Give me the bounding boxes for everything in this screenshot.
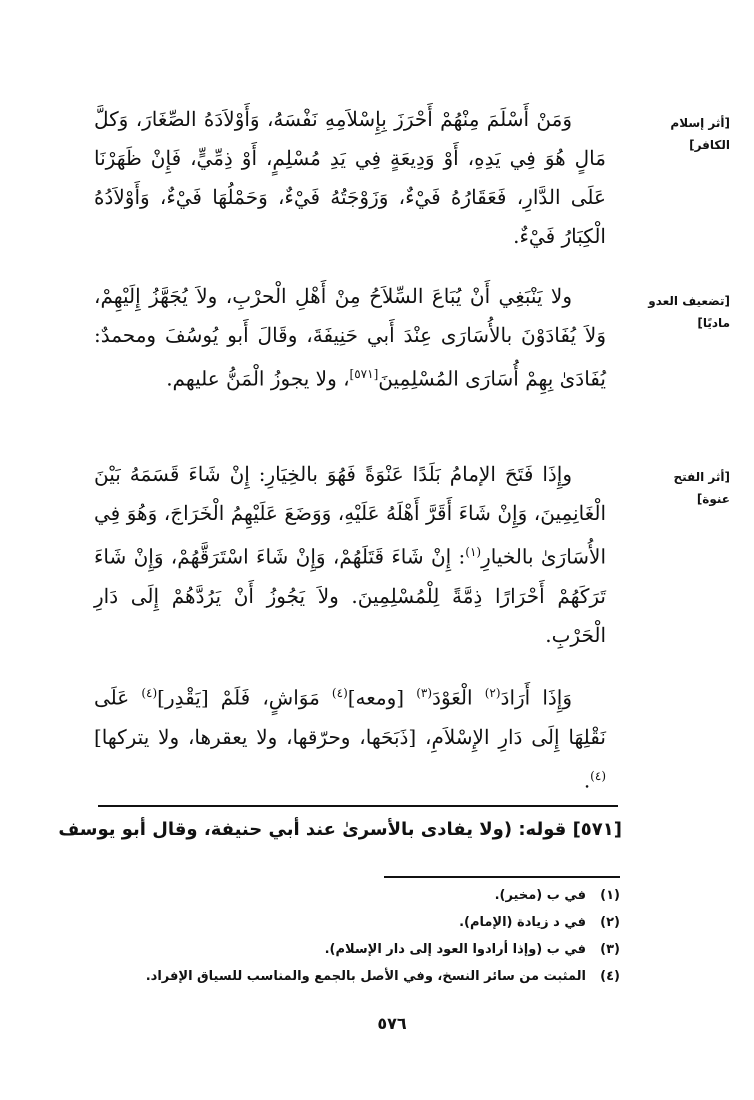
footnote-reference[interactable]: (٤) [331, 686, 348, 700]
footnote-divider [384, 876, 620, 878]
paragraph-text: : إِنْ شَاءَ قَتَلَهُمْ، وَإِنْ شَاءَ اسْتَرَقَّهُمْ، وَإِنْ شَاءَ تَرَكَهُمْ أَحْرَارًا ذِمَّةً لِلْمُسْلِمِينَ. ولاَ يَجُوزُ أَنْ يَرُدَّهُمْ إِلَى دَارِ الْحَرْبِ. [94, 544, 606, 647]
footnote-number: (٣) [600, 942, 620, 957]
commentary-divider [98, 805, 618, 807]
paragraph-text: عَلَى نَقْلِهَا إِلَى دَارِ الإِسْلاَمِ، [ذَبَحَها، وحرّقها، ولا يعقرها، ولا يتركها] [94, 685, 606, 749]
margin-note-line: [أثر إسلام [670, 116, 730, 130]
paragraph-livestock [94, 674, 606, 800]
footnote-item [100, 882, 620, 909]
paragraph-text: [ومعه] [347, 685, 417, 710]
commentary-reference[interactable]: [٥٧١] [349, 367, 379, 381]
footnote-item [100, 936, 620, 963]
margin-note-conquest [604, 466, 730, 510]
paragraph-text: . [583, 768, 591, 793]
footnote-text: في ب (مخير). [494, 888, 586, 903]
footnote-reference[interactable]: (٢) [484, 686, 501, 700]
footnote-text: في د زيادة (الإمام). [459, 915, 586, 930]
page-number: ٥٧٦ [377, 1014, 407, 1033]
footnote-item [100, 909, 620, 936]
footnote-number: (١) [600, 888, 620, 903]
paragraph-weapons [94, 277, 606, 399]
footnote-item [100, 963, 620, 990]
footnote-reference[interactable]: (١) [465, 545, 482, 559]
footnote-number: (٢) [600, 915, 620, 930]
paragraph-text: وإِذَا فَتَحَ الإمامُ بَلَدًا عَنْوَةً فَهُوَ بالخِيَارِ: إِنْ شَاءَ قَسَمَهُ بَيْنَ الْغَانِمِينَ، وَإِنْ شَاءَ أَقَرَّ أَهْلَهُ عَلَيْهِ، وَوَضَعَ عَلَيْهِمُ الْخَرَاجَ، وَهُوَ فِي الأُسَارَىٰ بالخيارِ [94, 462, 607, 569]
margin-note-line: عنوة] [696, 492, 730, 506]
footnote-number: (٤) [600, 969, 620, 984]
footnote-text: المثبت من سائر النسخ، وفي الأصل بالجمع والمناسب للسياق الإفراد. [145, 969, 586, 984]
commentary-text: [٥٧١] قوله: (ولا يفادى بالأسرىٰ عند أبي حنيفة، وقال أبو يوسف [58, 819, 622, 840]
margin-note-line: ماديًا] [697, 316, 730, 330]
footnote-reference[interactable]: (٤) [590, 768, 606, 783]
paragraph-convert: وَمَنْ أَسْلَمَ مِنْهُمْ أَحْرَزَ بِإِسْلاَمِهِ نَفْسَهُ، وَأَوْلاَدَهُ الصِّغَارَ، وَكلَّ مَالٍ هُوَ فِي يَدِهِ، أَوْ وَدِيعَةٍ فِي يَدِ مُسْلِمٍ، أَوْ ذِمِّيٍّ، فَإِنْ ظَهَرْنَا عَلَى الدَّارِ، فَعَقَارُهُ فَيْءٌ، وَزَوْجَتُهُ فَيْءٌ، وَحَمْلُهَا فَيْءٌ، وَأَوْلاَدُهُ الْكِبَارُ فَيْءٌ. [94, 107, 606, 248]
margin-note-line: [أثر الفتح [673, 470, 730, 484]
footnote-reference[interactable]: (٣) [416, 686, 433, 700]
paragraph-text: وَإِذَا أَرَادَ [500, 685, 572, 710]
paragraph-text: ولا يَنْبَغِي أَنْ يُبَاعَ السِّلاَحُ مِنْ أَهْلِ الْحرْبِ، ولاَ يُجَهَّزُ إِلَيْهِمْ، وَلاَ يُفَادَوْنَ بالأُسَارَى عِنْدَ أَبي حَنِيفَةَ، وقَالَ أَبو يُوسُفَ ومحمدٌ: يُفَادَىٰ بِهِمْ أُسَارَى المُسْلِمِينَ [94, 284, 606, 391]
margin-note-convert [604, 112, 730, 156]
footnote-reference[interactable]: (٤) [141, 686, 158, 700]
margin-note-line: [تضعيف العدو [648, 294, 730, 308]
paragraph-text: مَوَاشٍ، فَلَمْ [يَقْدِر] [157, 685, 332, 710]
paragraph-text: ، ولا يجوزُ الْمَنُّ عليهم. [166, 366, 350, 391]
paragraph-text: الْعَوْدَ [432, 685, 485, 710]
paragraph-conquest [94, 455, 606, 655]
margin-note-weaken-enemy [604, 290, 730, 334]
footnote-list [100, 882, 620, 990]
margin-note-line: الكافر] [689, 138, 730, 152]
footnote-text: في ب (وإذا أرادوا العود إلى دار الإسلام). [324, 942, 586, 957]
